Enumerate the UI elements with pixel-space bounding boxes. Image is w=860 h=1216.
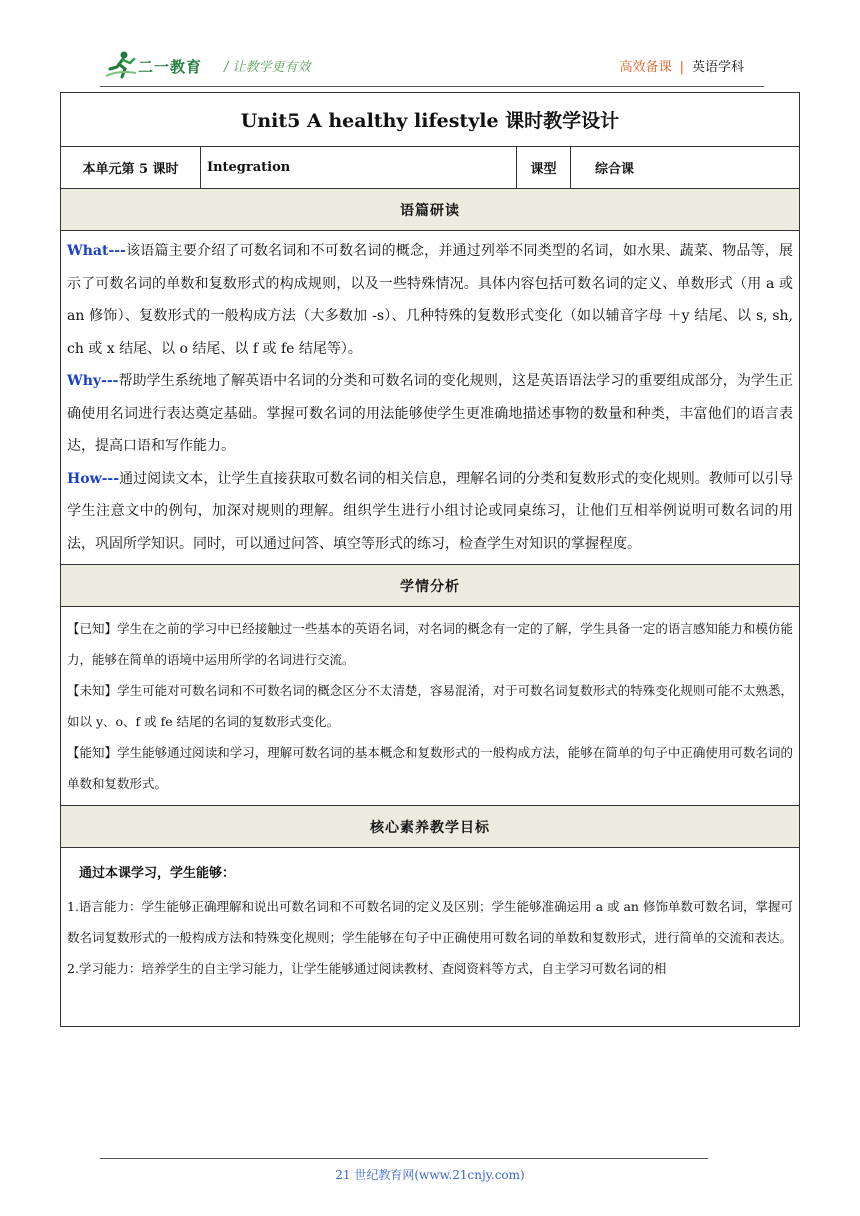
why-text: 帮助学生系统地了解英语中名词的分类和可数名词的变化规则，这是英语语法学习的重要组成部分，为学生正确使用名词进行表达奠定基础。掌握可数名词的用法能够使学生更准确地描述事物的数量和种类，丰富他们的语言表达，提高口语和写作能力。 (67, 373, 793, 454)
header-right (620, 56, 744, 75)
why-keyword: Why--- (67, 373, 119, 389)
section-heading-objectives: 核心素养教学目标 (61, 806, 799, 848)
lesson-plan-table (60, 92, 800, 1027)
header-separator: | (679, 60, 684, 75)
header-tag-subject: 英语学科 (691, 60, 744, 75)
footer-text: 21 世纪教育网(www.21cnjy.com) (335, 1168, 525, 1182)
unknown-paragraph: 【未知】学生可能对可数名词和不可数名词的概念区分不太清楚，容易混淆，对于可数名词复数形式的特殊变化规则可能不太熟悉，如以 y、o、f 或 fe 结尾的名词的复数形式变化。 (67, 683, 793, 729)
objective-item-2: 2.学习能力：培养学生的自主学习能力，让学生能够通过阅读教材、查阅资料等方式，自主学习可数名词的相 (67, 961, 667, 976)
runner-logo-icon (104, 50, 138, 80)
page-header (100, 50, 760, 84)
objective-item-1: 1.语言能力：学生能够正确理解和说出可数名词和不可数名词的定义及区别；学生能够准确运用 a 或 an 修饰单数可数名词，掌握可数名词复数形式的一般构成方法和特殊变化规则；学生能够在句子中正确使用可数名词的单数和复数形式，进行简单的交流和表达。 (67, 899, 793, 945)
text-study-body (61, 231, 799, 565)
section-heading-learner-analysis: 学情分析 (61, 565, 799, 607)
section-heading-text-study: 语篇研读 (61, 189, 799, 231)
known-paragraph: 【已知】学生在之前的学习中已经接触过一些基本的英语名词，对名词的概念有一定的了解，学生具备一定的语言感知能力和模仿能力，能够在简单的语境中运用所学的名词进行交流。 (67, 621, 793, 667)
objectives-body (61, 848, 799, 1026)
header-divider (100, 86, 764, 87)
header-tag-prep: 高效备课 (619, 60, 672, 75)
able-paragraph: 【能知】学生能够通过阅读和学习，理解可数名词的基本概念和复数形式的一般构成方法，能够在简单的句子中正确使用可数名词的单数和复数形式。 (67, 745, 793, 791)
footer-divider (100, 1158, 708, 1159)
type-label: 课型 (517, 147, 571, 188)
what-text: 该语篇主要介绍了可数名词和不可数名词的概念，并通过列举不同类型的名词，如水果、蔬菜、物品等，展示了可数名词的单数和复数形式的构成规则，以及一些特殊情况。具体内容包括可数名词的定义、单数形式（用 a 或 an 修饰）、复数形式的一般构成方法（大多数加 -s）、几种特殊的复数形式变化（如以辅音字母 ＋y 结尾、以 s, sh, ch 或 x 结尾、以 o 结尾、以 f 或 fe 结尾等）。 (67, 243, 793, 357)
how-keyword: How--- (67, 470, 120, 487)
learner-analysis-body (61, 607, 799, 806)
lesson-label: 本单元第 5 课时 (61, 147, 201, 188)
brand-logo (104, 50, 214, 80)
header-slogan: / 让教学更有效 (224, 60, 311, 75)
how-paragraph (67, 463, 793, 561)
why-paragraph (67, 365, 793, 463)
objectives-lead: 通过本课学习，学生能够： (79, 866, 236, 881)
document-title: Unit5 A healthy lifestyle 课时教学设计 (61, 93, 799, 147)
how-text: 通过阅读文本，让学生直接获取可数名词的相关信息，理解名词的分类和复数形式的变化规则。教师可以引导学生注意文中的例句，加深对规则的理解。组织学生进行小组讨论或同桌练习，让他们互相举例说明可数名词的用法，巩固所学知识。同时，可以通过问答、填空等形式的练习，检查学生对知识的掌握程度。 (67, 470, 793, 552)
logo-text: 二一教育 (138, 58, 203, 76)
lesson-info-row (61, 147, 799, 189)
what-paragraph (67, 235, 793, 365)
type-value: 综合课 (595, 162, 635, 177)
lesson-value: Integration (201, 147, 517, 188)
what-keyword: What--- (67, 243, 126, 259)
